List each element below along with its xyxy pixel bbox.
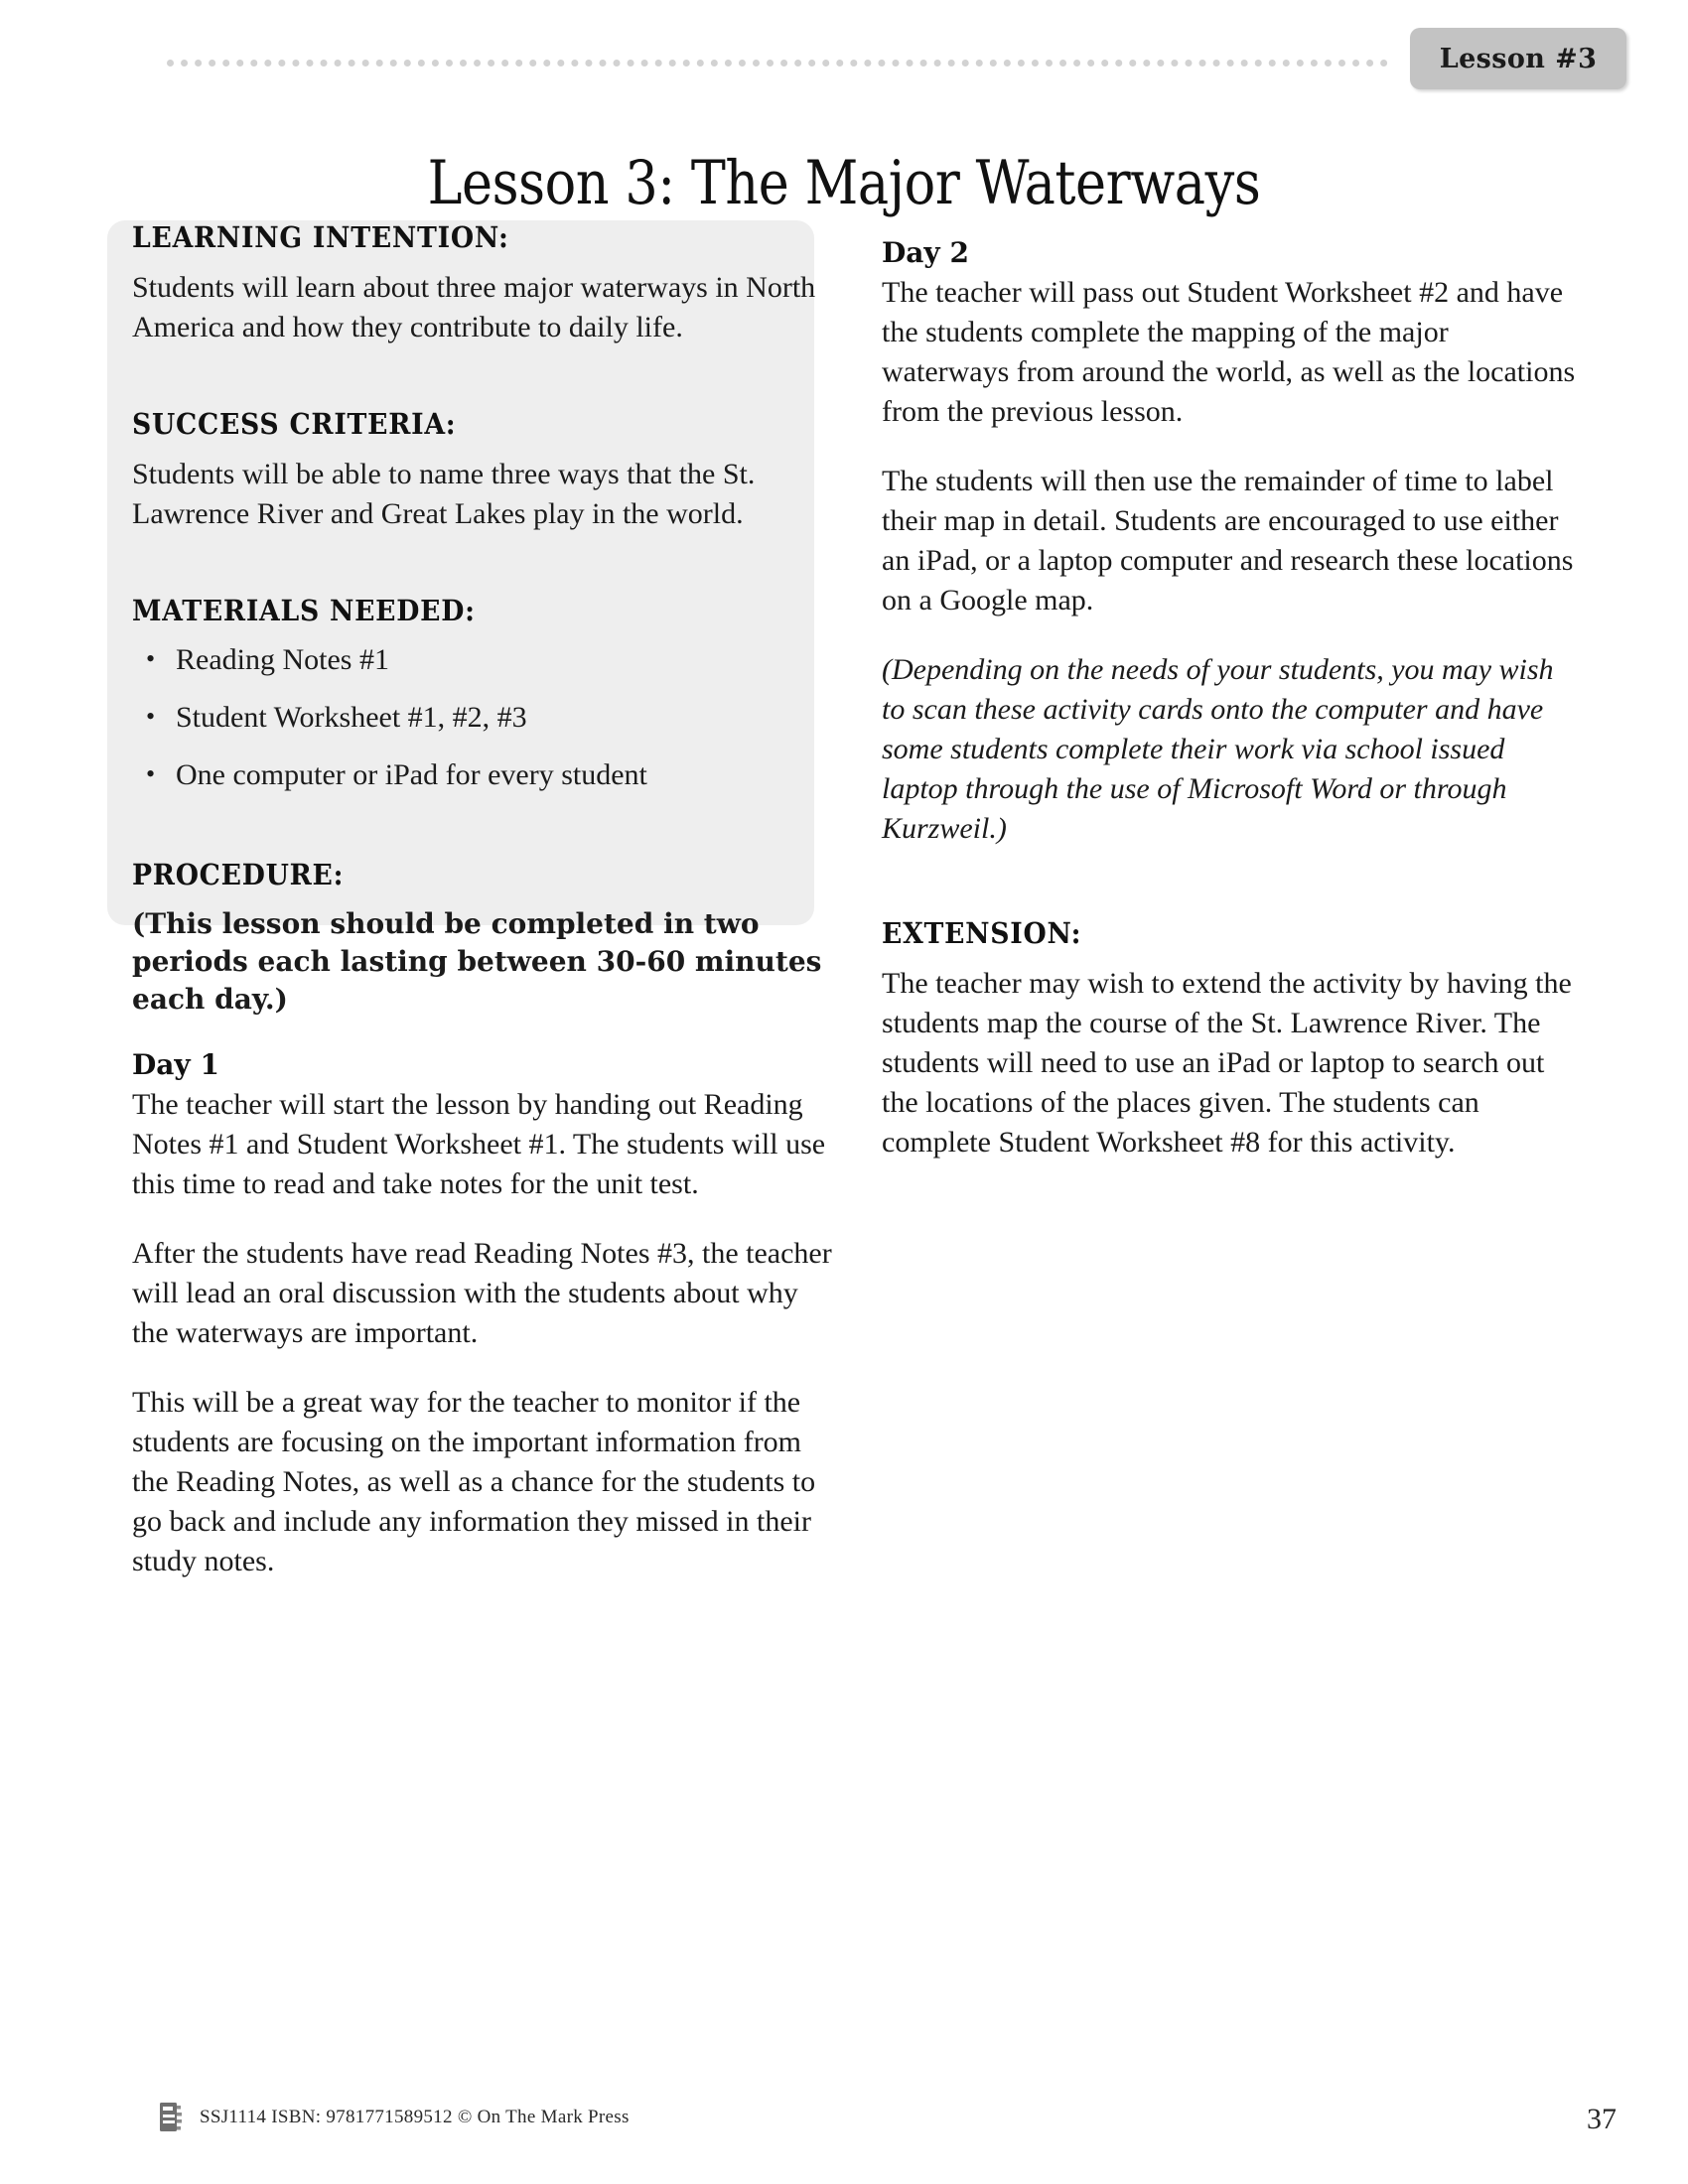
- footer-text: SSJ1114 ISBN: 9781771589512 © On The Mark Press: [200, 2106, 630, 2127]
- success-criteria-body: Students will be able to name three ways that the St. Lawrence River and Great Lakes play in the world.: [132, 458, 756, 530]
- day2-italic-note: (Depending on the needs of your students, you may wish to scan these activity cards onto the computer and have some students complete their work via school issued laptop through the use of Microsoft Word or through Kurzweil.): [882, 653, 1554, 845]
- spacer: [132, 377, 837, 407]
- day2-paragraph-2: The students will then use the remainder of time to label their map in detail. Students are encouraged to use either an iPad, or a laptop computer and research these locations on a Google map.: [882, 465, 1574, 616]
- learning-intention-section: [132, 220, 837, 347]
- spacer: [132, 814, 837, 858]
- header-dotted-rule: [167, 60, 1388, 71]
- materials-list: [132, 641, 837, 794]
- list-item: • Reading Notes #1: [132, 641, 837, 679]
- right-column: [882, 236, 1577, 1162]
- day2-section: [882, 236, 1577, 849]
- day1-paragraph-3: This will be a great way for the teacher to monitor if the students are focusing on the important information from the Reading Notes, as well as a chance for the students to go back and include any information they missed in their study notes.: [132, 1386, 816, 1577]
- extension-body: The teacher may wish to extend the activity by having the students map the course of the St. Lawrence River. The students will need to use an iPad or laptop to search out the locations of the places given. The students can complete Student Worksheet #8 for this activity.: [882, 967, 1572, 1159]
- day1-paragraph-1: The teacher will start the lesson by handing out Reading Notes #1 and Student Worksheet #1. The students will use this time to read and take notes for the unit test.: [132, 1088, 826, 1200]
- procedure-note: (This lesson should be completed in two periods each lasting between 30-60 minutes each day.): [132, 907, 822, 1016]
- success-criteria-section: [132, 407, 837, 534]
- procedure-section: [132, 858, 837, 1581]
- left-column: [132, 220, 837, 1611]
- day2-heading: Day 2: [882, 236, 969, 269]
- materials-needed-heading: MATERIALS NEEDED:: [132, 594, 476, 627]
- learning-intention-heading: LEARNING INTENTION:: [132, 220, 509, 254]
- extension-section: [882, 916, 1577, 1162]
- spacer: [882, 879, 1577, 916]
- footer: [159, 2102, 630, 2132]
- list-item: • Student Worksheet #1, #2, #3: [132, 699, 837, 737]
- extension-heading: EXTENSION:: [882, 916, 1082, 950]
- materials-needed-section: [132, 594, 837, 794]
- list-item: • One computer or iPad for every student: [132, 756, 837, 794]
- day2-paragraph-1: The teacher will pass out Student Worksheet #2 and have the students complete the mapping of the major waterways from around the world, as well as the locations from the previous lesson.: [882, 276, 1576, 428]
- page-title: Lesson 3: The Major Waterways: [427, 147, 1261, 218]
- day1-heading: Day 1: [132, 1048, 219, 1081]
- day1-paragraph-2: After the students have read Reading Notes #3, the teacher will lead an oral discussion with the students about why the waterways are important.: [132, 1237, 832, 1349]
- book-icon: [159, 2102, 186, 2132]
- spacer: [132, 564, 837, 594]
- lesson-tab-badge: [1410, 28, 1626, 89]
- learning-intention-body: Students will learn about three major waterways in North America and how they contribute to daily life.: [132, 271, 816, 343]
- procedure-heading: PROCEDURE:: [132, 858, 345, 891]
- lesson-tab-label: Lesson #3: [1439, 43, 1598, 74]
- success-criteria-heading: SUCCESS CRITERIA:: [132, 407, 457, 441]
- page-number: 37: [1587, 2103, 1617, 2135]
